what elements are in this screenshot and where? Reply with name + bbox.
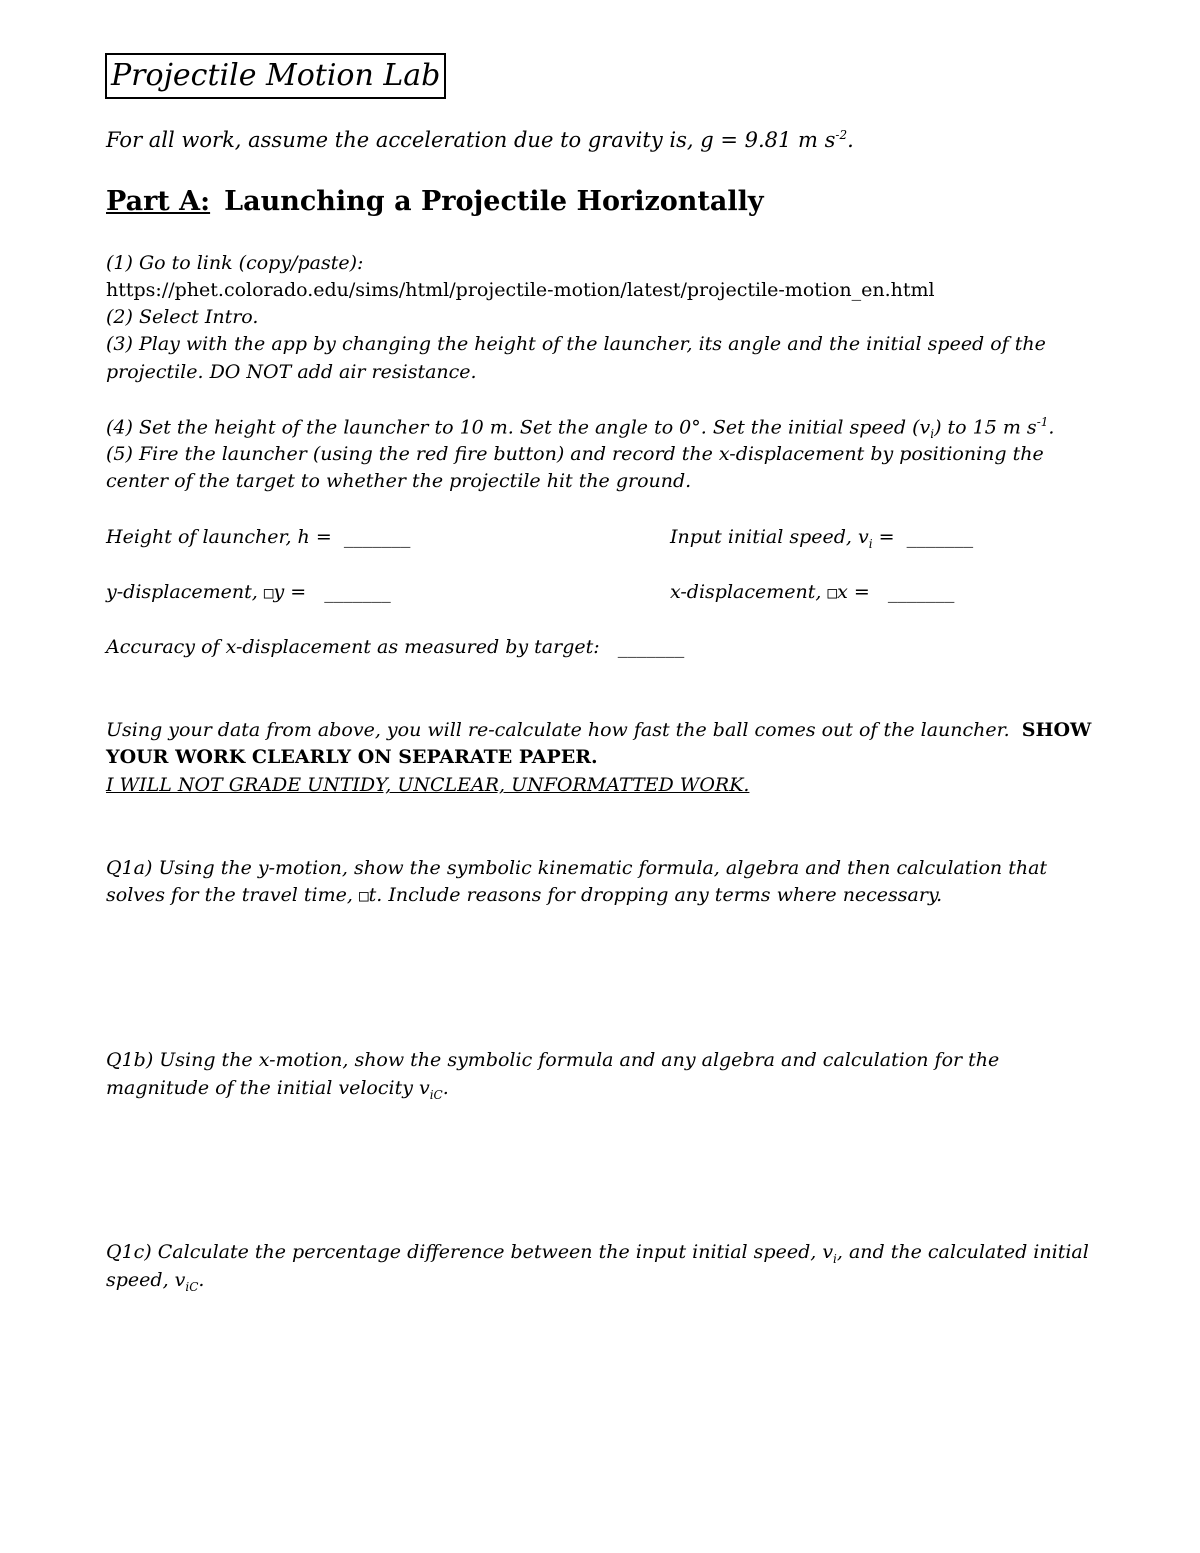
question-1c-line-1: Q1c) Calculate the percentage difference between the input initial speed, $v_i$, and the calculated initial xyxy=(106,1241,1089,1266)
initial-speed-field: Input initial speed, $v_i$ = _______ xyxy=(670,526,974,551)
height-field: Height of launcher, h = _______ xyxy=(106,526,411,548)
instructions-note-line-1: Using your data from above, you will re-calculate how fast the ball comes out of the launcher. SHOW xyxy=(106,719,1092,741)
height-blank[interactable]: _______ xyxy=(343,526,411,548)
delta-glyph: □ xyxy=(263,583,274,602)
delta-glyph: □ xyxy=(358,886,369,905)
page-title: Projectile Motion Lab xyxy=(105,53,446,99)
instructions-note-line-2: YOUR WORK CLEARLY ON SEPARATE PAPER. xyxy=(106,746,598,768)
accuracy-blank[interactable]: _______ xyxy=(617,636,685,658)
part-a-title: Launching a Projectile Horizontally xyxy=(224,186,764,217)
step-5-line-2: center of the target to whether the projectile hit the ground. xyxy=(106,470,692,492)
question-1a-line-2: solves for the travel time, □t. Include reasons for dropping any terms where necessary. xyxy=(106,884,943,906)
x-displacement-blank[interactable]: _______ xyxy=(887,581,955,603)
gravity-statement: For all work, assume the acceleration due to gravity is, g = 9.81 m $s^{-2}$. xyxy=(106,128,854,152)
grading-warning: I WILL NOT GRADE UNTIDY, UNCLEAR, UNFORMATTED WORK. xyxy=(106,774,750,796)
step-2: (2) Select Intro. xyxy=(106,306,259,328)
question-1c-line-2: speed, $v_{iC}$. xyxy=(106,1269,205,1294)
y-displacement-field: y-displacement, □y = _______ xyxy=(106,581,391,603)
step-3-line-1: (3) Play with the app by changing the height of the launcher, its angle and the initial speed of the xyxy=(106,333,1046,355)
step-1: (1) Go to link (copy/paste): xyxy=(106,252,364,274)
delta-glyph: □ xyxy=(827,583,838,602)
step-4: (4) Set the height of the launcher to 10 m. Set the angle to 0°. Set the initial speed $(v_i)$ to 15 m $s^{-1}$. xyxy=(106,415,1055,442)
step-5-line-1: (5) Fire the launcher (using the red fire button) and record the x-displacement by positioning the xyxy=(106,443,1044,465)
accuracy-field: Accuracy of x-displacement as measured by target: _______ xyxy=(106,636,685,658)
part-a-heading xyxy=(106,186,764,217)
question-1b-line-1: Q1b) Using the x-motion, show the symbolic formula and any algebra and calculation for the xyxy=(106,1049,1000,1071)
question-1b-line-2: magnitude of the initial velocity $v_{iC}$. xyxy=(106,1077,449,1102)
y-displacement-blank[interactable]: _______ xyxy=(324,581,391,603)
phet-url-link[interactable]: https://phet.colorado.edu/sims/html/projectile-motion/latest/projectile-motion_en.html xyxy=(106,279,935,301)
part-a-label: Part A: xyxy=(106,186,211,217)
step-3-line-2: projectile. DO NOT add air resistance. xyxy=(106,361,477,383)
x-displacement-field: x-displacement, □x = _______ xyxy=(670,581,955,603)
initial-speed-blank[interactable]: _______ xyxy=(906,526,974,548)
question-1a-line-1: Q1a) Using the y-motion, show the symbolic kinematic formula, algebra and then calculation that xyxy=(106,857,1048,879)
